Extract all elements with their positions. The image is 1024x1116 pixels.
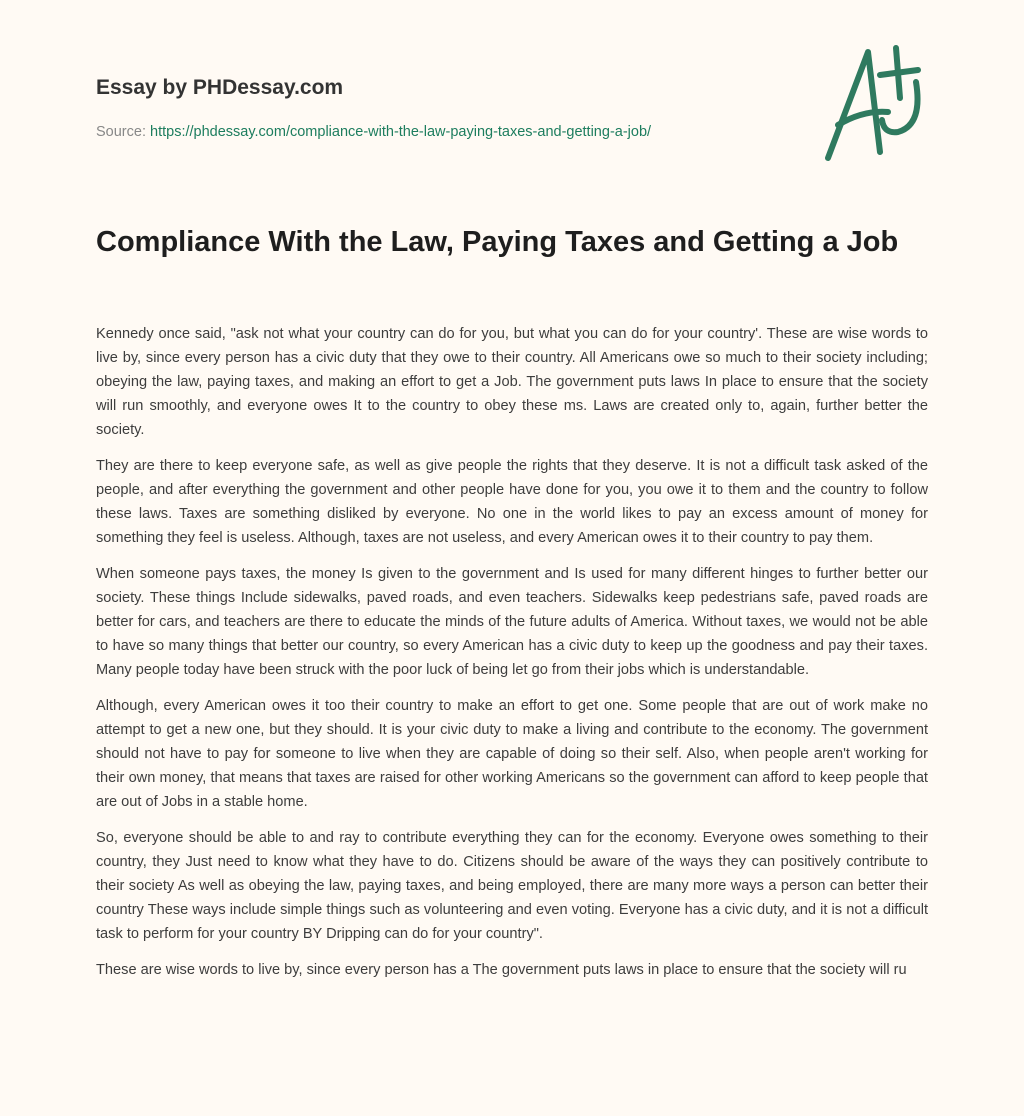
source-label: Source: <box>96 124 146 140</box>
source-line <box>96 124 651 140</box>
a-plus-logo-icon <box>818 40 928 165</box>
essay-paragraph: Kennedy once said, "ask not what your country can do for you, but what you can do for your country'. These are wise words to live by, since every person has a civic duty that they owe to their country. All Americans owe so much to their society including; obeying the law, paying taxes, and making an effort to get a Job. The government puts laws In place to ensure that the society will run smoothly, and everyone owes It to the country to obey these ms. Laws are created only to, again, further better the society. <box>96 326 928 438</box>
essay-paragraph: These are wise words to live by, since every person has a The government puts laws in place to ensure that the society will ru <box>96 962 907 978</box>
essay-paragraph: So, everyone should be able to and ray to contribute everything they can for the economy. Everyone owes something to their country, they Just need to know what they have to do. Citizens should be aware of the ways they can positively contribute to their society As well as obeying the law, paying taxes, and being employed, there are many more ways a person can better their country These ways include simple things such as volunteering and even voting. Everyone has a civic duty, and it is not a difficult task to perform for your country BY Dripping can do for your country". <box>96 830 928 942</box>
essay-paragraph: Although, every American owes it too their country to make an effort to get one. Some people that are out of work make no attempt to get a new one, but they should. It is your civic duty to make a living and contribute to the economy. The government should not have to pay for someone to live when they are capable of doing so their self. Also, when people aren't working for their own money, that means that taxes are raised for other working Americans so the government can afford to keep people that are out of Jobs in a stable home. <box>96 698 928 810</box>
essay-paragraph: When someone pays taxes, the money Is given to the government and Is used for many different hinges to further better our society. These things Include sidewalks, paved roads, and even teachers. Sidewalks keep pedestrians safe, paved roads are better for cars, and teachers are there to educate the minds of the future adults of America. Without taxes, we would not be able to have so many things that better our country, so every American has a civic duty to keep up the goodness and pay their taxes. Many people today have been struck with the poor luck of being let go from their jobs which is understandable. <box>96 566 928 678</box>
essay-paragraph: They are there to keep everyone safe, as well as give people the rights that they deserve. It is not a difficult task asked of the people, and after everything the government and other people have done for you, you owe it to them and the country to follow these laws. Taxes are something disliked by everyone. No one in the world likes to pay an excess amount of money for something they feel is useless. Although, taxes are not useless, and every American owes it to their country to pay them. <box>96 458 928 546</box>
essay-body <box>96 322 928 994</box>
source-link[interactable]: https://phdessay.com/compliance-with-the-law-paying-taxes-and-getting-a-job/ <box>150 124 652 140</box>
essay-title: Compliance With the Law, Paying Taxes and Getting a Job <box>96 226 899 258</box>
site-brand: Essay by PHDessay.com <box>96 76 344 99</box>
